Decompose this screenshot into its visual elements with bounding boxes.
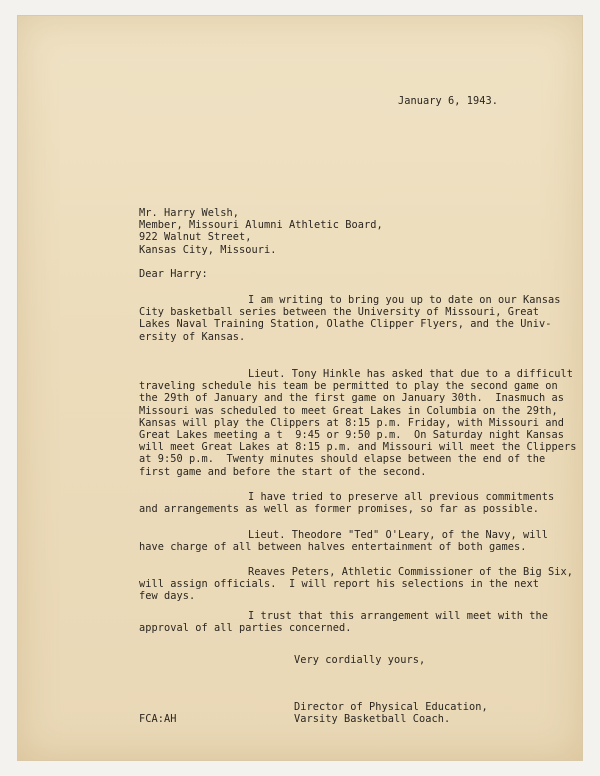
paragraph-4 [139,529,548,553]
paragraph-line: and arrangements as well as former promises, so far as possible. [139,503,539,516]
paragraph-line: traveling schedule his team be permitted to play the second game on [139,380,558,393]
salutation: Dear Harry: [139,268,208,280]
closing: Very cordially yours, [294,654,426,666]
paragraph-line: the 29th of January and the first game on January 30th. Inasmuch as [139,392,564,405]
paragraph-1 [139,294,560,343]
recipient-city: Kansas City, Missouri. [139,243,277,256]
paragraph-line: Lieut. Tony Hinkle has asked that due to a difficult [248,368,573,380]
paragraph-6 [139,610,548,634]
paragraph-line: I am writing to bring you up to date on our Kansas [248,294,561,306]
paragraph-line: Reaves Peters, Athletic Commissioner of the Big Six, [248,566,573,578]
paragraph-line: first game and before the start of the second. [139,465,427,478]
paragraph-line: Kansas will play the Clippers at 8:15 p.m. Friday, with Missouri and [139,416,564,429]
paragraph-line: few days. [139,590,196,603]
paragraph-line: will assign officials. I will report his selections in the next [139,578,539,591]
paragraph-line: approval of all parties concerned. [139,622,352,635]
paragraph-line: Lakes Naval Training Station, Olathe Clipper Flyers, and the Univ- [139,318,552,331]
paragraph-line: I have tried to preserve all previous commitments [248,491,555,503]
paragraph-line: ersity of Kansas. [139,330,246,343]
recipient-name: Mr. Harry Welsh, [139,207,239,219]
paragraph-2 [139,368,576,478]
paragraph-line: I trust that this arrangement will meet with the [248,610,548,622]
paragraph-5 [139,566,573,603]
letter-date: January 6, 1943. [398,95,498,107]
signature-title-line: Varsity Basketball Coach. [294,713,451,726]
signature-block [294,701,488,725]
recipient-street: 922 Walnut Street, [139,231,252,244]
recipient-title: Member, Missouri Alumni Athletic Board, [139,219,383,232]
paragraph-line: Missouri was scheduled to meet Great Lakes in Columbia on the 29th, [139,404,558,417]
signature-title-line: Director of Physical Education, [294,701,488,713]
recipient-address [139,207,383,256]
paragraph-line: will meet Great Lakes at 8:15 p.m. and Missouri will meet the Clippers [139,441,577,454]
letter-page [18,16,582,760]
paragraph-3 [139,491,554,515]
paragraph-line: have charge of all between halves entertainment of both games. [139,541,527,554]
paragraph-line: Great Lakes meeting a t 9:45 or 9:50 p.m. On Saturday night Kansas [139,429,564,442]
paragraph-line: City basketball series between the University of Missouri, Great [139,306,539,319]
paragraph-line: at 9:50 p.m. Twenty minutes should elapse between the end of the [139,453,546,466]
reference-initials: FCA:AH [139,713,177,725]
paragraph-line: Lieut. Theodore "Ted" O'Leary, of the Navy, will [248,529,548,541]
